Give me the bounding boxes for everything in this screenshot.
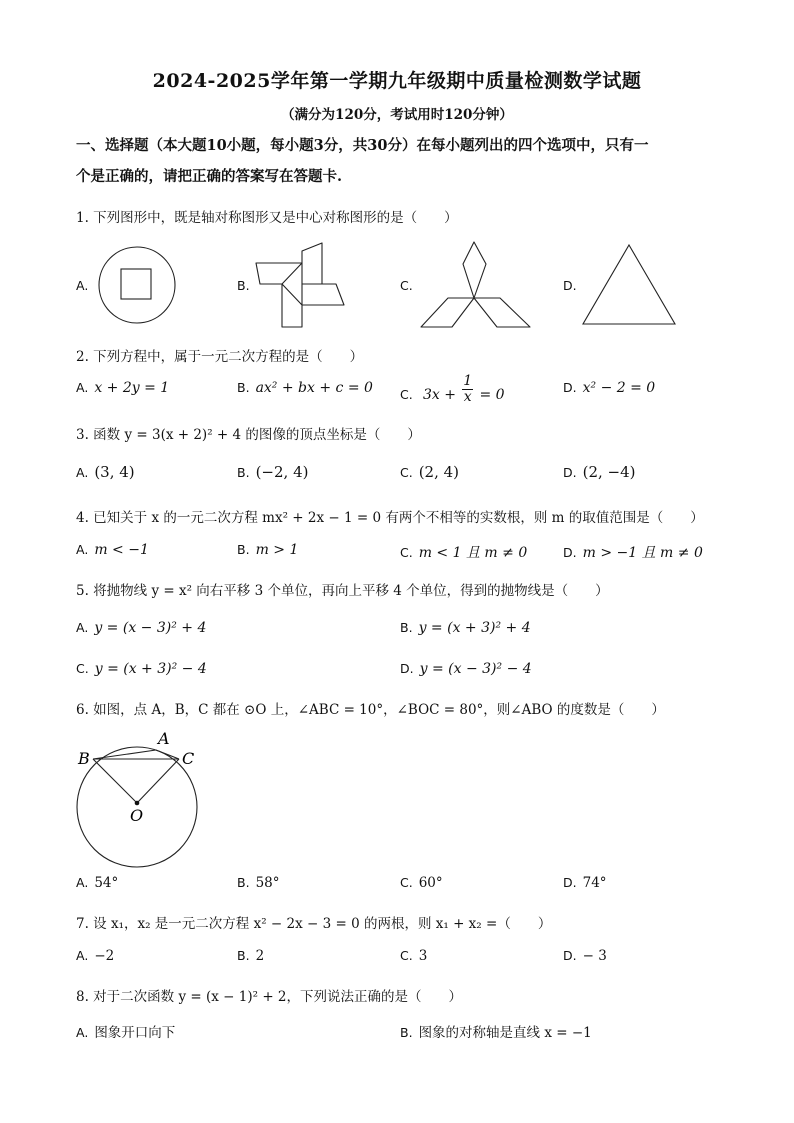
- q6-option-c: C. 60°: [400, 875, 443, 891]
- q3-option-b: B. (−2, 4): [237, 463, 309, 481]
- q3-option-d: D. (2, −4): [563, 463, 636, 481]
- q4-option-b: B. m > 1: [237, 542, 299, 558]
- q6-option-d: D. 74°: [563, 875, 607, 891]
- q7-option-a: A. −2: [76, 948, 115, 964]
- q1-option-c: C.: [400, 278, 413, 293]
- q1-figure-d-triangle: [580, 242, 678, 328]
- q1-figure-b-pinwheel: [254, 241, 350, 329]
- fig-label-c: C: [182, 749, 195, 768]
- q2-option-b: B. ax² + bx + c = 0: [237, 380, 373, 396]
- section-heading-line1: 一、选择题（本大题10小题，每小题3分，共30分）在每小题列出的四个选项中，只有一: [76, 137, 649, 154]
- q4-option-c: C. m < 1 且 m ≠ 0: [400, 545, 528, 561]
- q5-option-b: B. y = (x + 3)² + 4: [400, 620, 531, 636]
- q4-option-d: D. m > −1 且 m ≠ 0: [563, 545, 703, 561]
- q6-stem: 6. 如图，点 A，B，C 都在 ⊙O 上，∠ABC = 10°，∠BOC = 80°，则∠ABO 的度数是（ ）: [76, 702, 665, 718]
- q5-stem: 5. 将抛物线 y = x² 向右平移 3 个单位，再向上平移 4 个单位，得到的抛物线是（ ）: [76, 583, 609, 599]
- q6-circle-figure: [70, 724, 210, 876]
- section-heading-line2: 个是正确的，请把正确的答案写在答题卡.: [76, 168, 343, 185]
- q3-option-c: C. (2, 4): [400, 463, 460, 481]
- fig-label-o: O: [130, 806, 144, 825]
- fig-label-a: A: [158, 729, 170, 748]
- q1-figure-a-coin: [96, 244, 178, 326]
- q5-option-c: C. y = (x + 3)² − 4: [76, 661, 207, 677]
- q6-option-b: B. 58°: [237, 875, 280, 891]
- q8-option-b: B. 图象的对称轴是直线 x = −1: [400, 1025, 592, 1041]
- q2-option-a: A. x + 2y = 1: [76, 380, 170, 396]
- page-title: 2024-2025学年第一学期九年级期中质量检测数学试题: [152, 70, 642, 92]
- q1-option-b: B.: [237, 278, 250, 293]
- q1-option-a: A.: [76, 278, 89, 293]
- q6-option-a: A. 54°: [76, 875, 119, 891]
- q8-option-a: A. 图象开口向下: [76, 1025, 176, 1041]
- q4-option-a: A. m < −1: [76, 542, 149, 558]
- page-subtitle: （满分为120分，考试用时120分钟）: [281, 107, 513, 123]
- q2-stem: 2. 下列方程中，属于一元二次方程的是（ ）: [76, 349, 364, 365]
- q5-option-a: A. y = (x − 3)² + 4: [76, 620, 207, 636]
- q3-option-a: A. (3, 4): [76, 463, 135, 481]
- q7-option-d: D. − 3: [563, 948, 607, 964]
- q2-option-c: C. 3x + $\frac{1}{x}$ = 0: [400, 373, 505, 405]
- q7-option-c: C. 3: [400, 948, 428, 964]
- q1-figure-c-three-rhombi: [418, 240, 532, 330]
- q2-option-d: D. x² − 2 = 0: [563, 380, 656, 396]
- q8-stem: 8. 对于二次函数 y = (x − 1)² + 2，下列说法正确的是（ ）: [76, 989, 463, 1005]
- q7-option-b: B. 2: [237, 948, 265, 964]
- q2-fraction: $\frac{1}{x}$: [463, 373, 473, 405]
- center-point: [135, 801, 140, 806]
- q1-option-d: D.: [563, 278, 577, 293]
- q5-option-d: D. y = (x − 3)² − 4: [400, 661, 532, 677]
- q7-stem: 7. 设 x₁，x₂ 是一元二次方程 x² − 2x − 3 = 0 的两根，则 x₁ + x₂ =（ ）: [76, 916, 552, 932]
- q3-stem: 3. 函数 y = 3(x + 2)² + 4 的图像的顶点坐标是（ ）: [76, 427, 421, 443]
- fig-label-b: B: [78, 749, 90, 768]
- q1-stem: 1. 下列图形中，既是轴对称图形又是中心对称图形的是（ ）: [76, 210, 458, 226]
- q4-stem: 4. 已知关于 x 的一元二次方程 mx² + 2x − 1 = 0 有两个不相等的实数根，则 m 的取值范围是（ ）: [76, 510, 704, 526]
